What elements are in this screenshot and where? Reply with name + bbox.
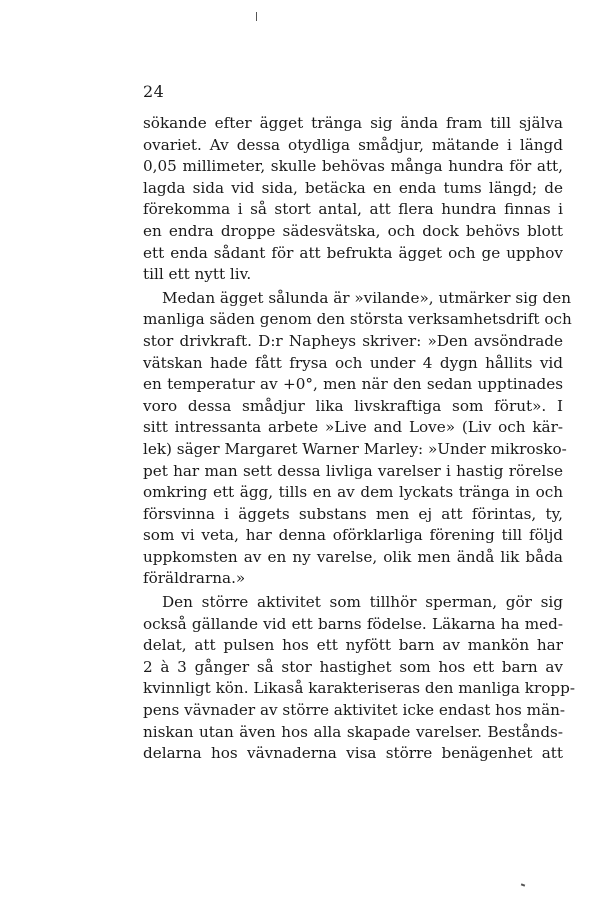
text-line: voro dessa smådjur lika livskraftiga som förut». I bbox=[143, 396, 563, 415]
text-line: Den större aktivitet som tillhör sperman, gör sig bbox=[162, 593, 563, 612]
scan-mark bbox=[521, 883, 525, 886]
text-line: omkring ett ägg, tills en av dem lyckats tränga in och bbox=[143, 483, 563, 502]
text-line: delat, att pulsen hos ett nyfött barn av mankön har bbox=[143, 636, 563, 655]
body-text bbox=[143, 113, 575, 765]
text-line: stor drivkraft. D:r Napheys skriver: »Den avsöndrade bbox=[143, 331, 563, 350]
text-line: lagda sida vid sida, betäcka en enda tums längd; de bbox=[143, 178, 563, 197]
text-line: vätskan hade fått frysa och under 4 dygn hållits vid bbox=[143, 353, 563, 372]
text-line: pens vävnader av större aktivitet icke endast hos män- bbox=[143, 701, 566, 720]
scan-mark bbox=[256, 12, 257, 21]
text-line: 0,05 millimeter, skulle behövas många hundra för att, bbox=[143, 157, 563, 176]
paragraph bbox=[143, 113, 563, 286]
text-line: som vi veta, har denna oförklarliga förening till följd bbox=[143, 526, 563, 545]
text-line: 2 à 3 gånger så stor hastighet som hos ett barn av bbox=[143, 657, 563, 676]
text-line: kvinnligt kön. Likaså karakteriseras den manliga kropp- bbox=[143, 679, 575, 698]
text-line: Medan ägget sålunda är »vilande», utmärker sig den bbox=[162, 288, 572, 307]
text-line: lek) säger Margaret Warner Marley: »Under mikrosko- bbox=[143, 439, 567, 458]
text-line: sitt intressanta arbete »Live and Love» (Liv och kär- bbox=[143, 418, 563, 437]
text-line: en temperatur av +0°, men när den sedan upptinades bbox=[143, 375, 563, 394]
text-line: försvinna i äggets substans men ej att förintas, ty, bbox=[143, 504, 563, 523]
text-line: en endra droppe sädesvätska, och dock behövs blott bbox=[143, 221, 563, 240]
text-line: också gällande vid ett barns födelse. Läkarna ha med- bbox=[143, 614, 563, 633]
page-number: 24 bbox=[143, 82, 165, 101]
text-line: till ett nytt liv. bbox=[143, 265, 252, 284]
paragraph bbox=[143, 288, 572, 590]
paragraph bbox=[143, 592, 575, 765]
text-line: delarna hos vävnaderna visa större benägenhet att bbox=[143, 744, 563, 763]
text-line: föräldrarna.» bbox=[143, 569, 246, 588]
text-line: förekomma i så stort antal, att flera hundra finnas i bbox=[143, 200, 563, 219]
text-line: sökande efter ägget tränga sig ända fram till själva bbox=[143, 114, 563, 132]
text-line: manliga säden genom den största verksamhetsdrift och bbox=[143, 310, 572, 329]
text-line: niskan utan även hos alla skapade varelser. Bestånds- bbox=[143, 722, 563, 741]
text-line: ett enda sådant för att befrukta ägget och ge upphov bbox=[143, 243, 563, 262]
text-line: pet har man sett dessa livliga varelser i hastig rörelse bbox=[143, 461, 563, 480]
text-line: ovariet. Av dessa otydliga smådjur, mätande i längd bbox=[143, 135, 563, 154]
text-line: uppkomsten av en ny varelse, olik men ändå lik båda bbox=[143, 547, 563, 566]
